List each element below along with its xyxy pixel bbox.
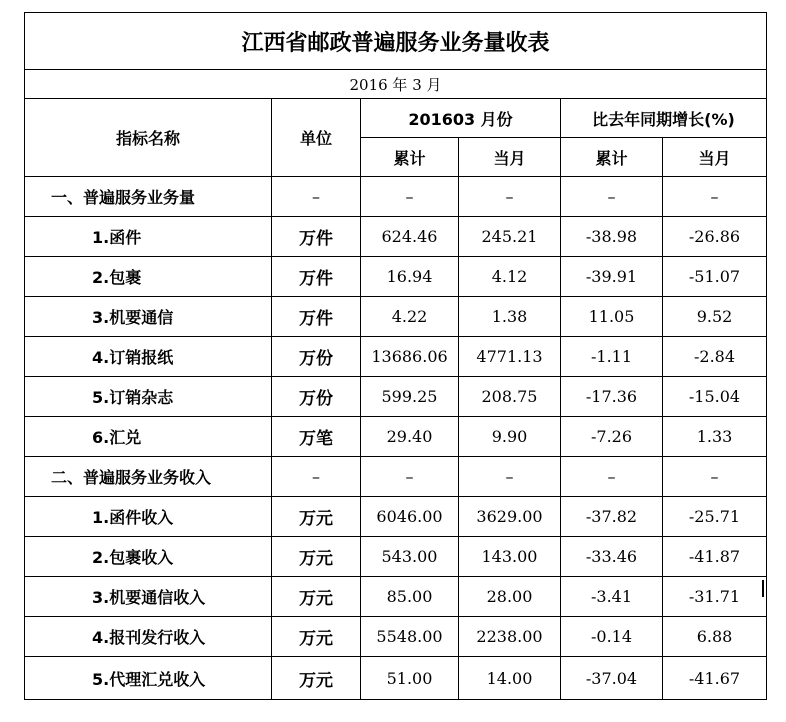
- row-unit: 万元: [272, 497, 361, 537]
- row-current-month: 9.90: [459, 417, 561, 457]
- row-growth-current-month: 1.33: [663, 417, 767, 457]
- table-row: [25, 177, 767, 217]
- row-current-month: 143.00: [459, 537, 561, 577]
- row-name: 6.汇兑: [25, 417, 272, 457]
- header-growth: 比去年同期增长(%): [561, 99, 767, 138]
- header-period: 201603 月份: [361, 99, 561, 138]
- row-unit: 万件: [272, 257, 361, 297]
- row-name: 5.代理汇兑收入: [25, 657, 272, 700]
- table-row: [25, 257, 767, 297]
- row-growth-cumulative: -37.82: [561, 497, 663, 537]
- table-row: [25, 457, 767, 497]
- row-growth-cumulative: -37.04: [561, 657, 663, 700]
- row-growth-current-month: 6.88: [663, 617, 767, 657]
- row-name: 1.函件: [25, 217, 272, 257]
- table-row: [25, 577, 767, 617]
- postal-statistics-table: [24, 12, 767, 700]
- row-current-month: 14.00: [459, 657, 561, 700]
- header-growth-current-month: 当月: [663, 138, 767, 177]
- row-growth-current-month: 9.52: [663, 297, 767, 337]
- row-growth-cumulative: -3.41: [561, 577, 663, 617]
- row-cumulative: 5548.00: [361, 617, 459, 657]
- row-growth-cumulative: -0.14: [561, 617, 663, 657]
- row-current-month: –: [459, 177, 561, 217]
- row-current-month: 28.00: [459, 577, 561, 617]
- row-current-month: 4.12: [459, 257, 561, 297]
- row-cumulative: 51.00: [361, 657, 459, 700]
- row-unit: 万元: [272, 537, 361, 577]
- row-name: 4.报刊发行收入: [25, 617, 272, 657]
- header-growth-cumulative: 累计: [561, 138, 663, 177]
- row-growth-current-month: -2.84: [663, 337, 767, 377]
- header-current-month: 当月: [459, 138, 561, 177]
- row-current-month: 1.38: [459, 297, 561, 337]
- row-name: 1.函件收入: [25, 497, 272, 537]
- row-unit: 万份: [272, 337, 361, 377]
- table-row: [25, 617, 767, 657]
- row-growth-cumulative: -39.91: [561, 257, 663, 297]
- header-cumulative: 累计: [361, 138, 459, 177]
- row-growth-cumulative: –: [561, 177, 663, 217]
- header-unit: 单位: [272, 99, 361, 177]
- row-cumulative: 16.94: [361, 257, 459, 297]
- row-name: 3.机要通信: [25, 297, 272, 337]
- header-indicator: 指标名称: [25, 99, 272, 177]
- row-unit: 万元: [272, 617, 361, 657]
- row-growth-current-month: –: [663, 457, 767, 497]
- row-growth-current-month: –: [663, 177, 767, 217]
- row-growth-current-month: -25.71: [663, 497, 767, 537]
- row-growth-current-month: -51.07: [663, 257, 767, 297]
- table-row: [25, 537, 767, 577]
- row-unit: 万件: [272, 297, 361, 337]
- row-current-month: 3629.00: [459, 497, 561, 537]
- table-row: [25, 497, 767, 537]
- table-row: [25, 217, 767, 257]
- row-name: 一、普遍服务业务量: [25, 177, 272, 217]
- table-row: [25, 377, 767, 417]
- row-name: 2.包裹: [25, 257, 272, 297]
- row-cumulative: –: [361, 177, 459, 217]
- table-row: [25, 337, 767, 377]
- row-current-month: 2238.00: [459, 617, 561, 657]
- row-growth-current-month: -41.87: [663, 537, 767, 577]
- row-unit: 万元: [272, 577, 361, 617]
- row-unit: 万元: [272, 657, 361, 700]
- row-name: 4.订销报纸: [25, 337, 272, 377]
- row-unit: 万笔: [272, 417, 361, 457]
- row-growth-cumulative: -17.36: [561, 377, 663, 417]
- row-growth-cumulative: -1.11: [561, 337, 663, 377]
- row-growth-current-month: -15.04: [663, 377, 767, 417]
- row-name: 2.包裹收入: [25, 537, 272, 577]
- row-name: 5.订销杂志: [25, 377, 272, 417]
- row-unit: –: [272, 457, 361, 497]
- row-unit: –: [272, 177, 361, 217]
- table-row: [25, 417, 767, 457]
- row-growth-current-month: -26.86: [663, 217, 767, 257]
- row-growth-current-month: -41.67: [663, 657, 767, 700]
- row-cumulative: 29.40: [361, 417, 459, 457]
- row-cumulative: 624.46: [361, 217, 459, 257]
- row-name: 3.机要通信收入: [25, 577, 272, 617]
- row-cumulative: 85.00: [361, 577, 459, 617]
- row-unit: 万件: [272, 217, 361, 257]
- row-growth-current-month: -31.71: [663, 577, 767, 617]
- row-unit: 万份: [272, 377, 361, 417]
- row-name: 二、普遍服务业务收入: [25, 457, 272, 497]
- row-current-month: 245.21: [459, 217, 561, 257]
- row-growth-cumulative: -38.98: [561, 217, 663, 257]
- row-growth-cumulative: –: [561, 457, 663, 497]
- table-row: [25, 297, 767, 337]
- border-mark: [762, 580, 764, 597]
- report-date: 2016 年 3 月: [25, 70, 767, 99]
- row-cumulative: –: [361, 457, 459, 497]
- row-current-month: 4771.13: [459, 337, 561, 377]
- row-growth-cumulative: -7.26: [561, 417, 663, 457]
- row-cumulative: 6046.00: [361, 497, 459, 537]
- row-current-month: 208.75: [459, 377, 561, 417]
- row-cumulative: 543.00: [361, 537, 459, 577]
- table-title: 江西省邮政普遍服务业务量收表: [25, 13, 767, 70]
- row-growth-cumulative: -33.46: [561, 537, 663, 577]
- table-row: [25, 657, 767, 700]
- row-cumulative: 13686.06: [361, 337, 459, 377]
- row-cumulative: 599.25: [361, 377, 459, 417]
- row-cumulative: 4.22: [361, 297, 459, 337]
- row-growth-cumulative: 11.05: [561, 297, 663, 337]
- row-current-month: –: [459, 457, 561, 497]
